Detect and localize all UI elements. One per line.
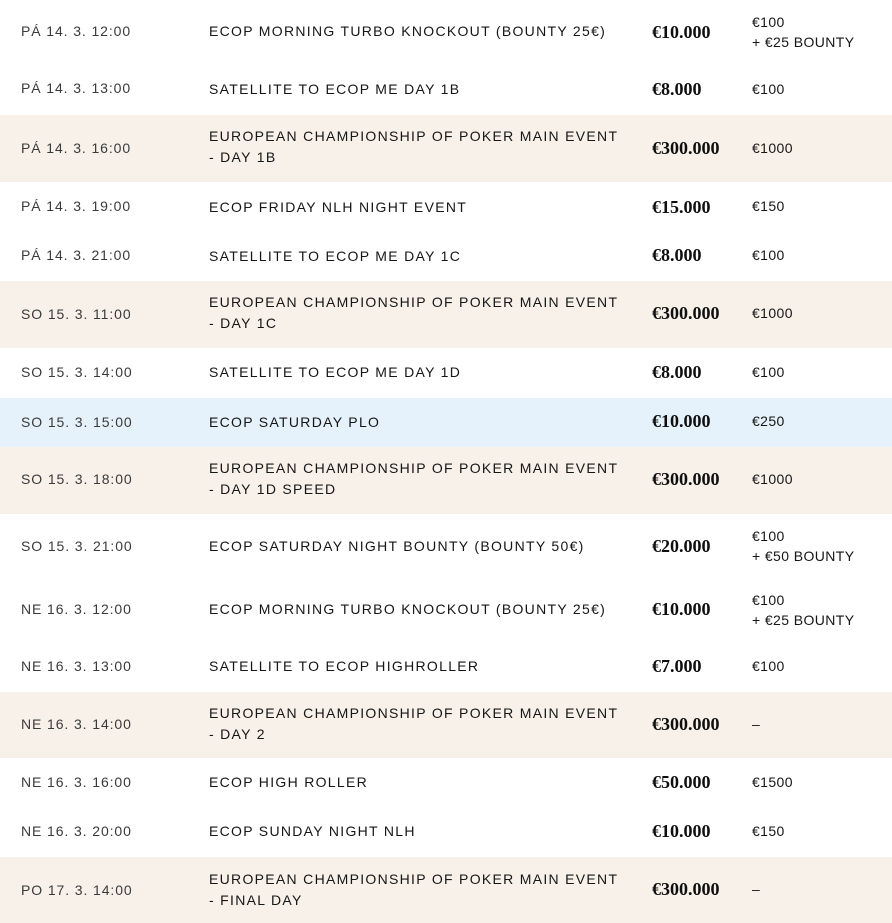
- buyin-bounty: + €25 BOUNTY: [752, 34, 855, 50]
- buyin-amount: €100: [752, 658, 785, 674]
- table-row[interactable]: [0, 64, 892, 115]
- event-buyin: [752, 411, 785, 431]
- event-buyin: [752, 590, 854, 630]
- event-guarantee: €10.000: [652, 411, 711, 431]
- event-date: SO 15. 3. 15:00: [21, 414, 133, 430]
- event-name: SATELLITE TO ECOP ME DAY 1D: [209, 364, 462, 380]
- event-date: PÁ 14. 3. 16:00: [21, 140, 132, 156]
- event-buyin: [752, 12, 854, 52]
- buyin-amount: –: [752, 881, 761, 897]
- event-name: ECOP MORNING TURBO KNOCKOUT (BOUNTY 25€): [209, 23, 607, 39]
- buyin-bounty: + €25 BOUNTY: [752, 612, 855, 628]
- event-guarantee: €8.000: [652, 79, 702, 99]
- event-date: PÁ 14. 3. 12:00: [21, 23, 132, 39]
- event-guarantee: €7.000: [652, 656, 702, 676]
- event-guarantee: €8.000: [652, 362, 702, 382]
- event-buyin: [752, 526, 854, 566]
- event-name: ECOP SATURDAY PLO: [209, 414, 381, 430]
- buyin-amount: €100: [752, 528, 785, 544]
- event-guarantee: €300.000: [652, 303, 720, 323]
- table-row[interactable]: [0, 182, 892, 232]
- event-date: NE 16. 3. 16:00: [21, 774, 132, 790]
- buyin-amount: €1000: [752, 471, 793, 487]
- event-date: SO 15. 3. 21:00: [21, 538, 133, 554]
- event-date: PÁ 14. 3. 21:00: [21, 247, 132, 263]
- event-name: EUROPEAN CHAMPIONSHIP OF POKER MAIN EVENT - FINAL DAY: [209, 871, 619, 908]
- buyin-amount: €150: [752, 198, 785, 214]
- event-guarantee: €10.000: [652, 22, 711, 42]
- event-name: ECOP HIGH ROLLER: [209, 774, 369, 790]
- table-row[interactable]: [0, 0, 892, 64]
- event-guarantee: €300.000: [652, 469, 720, 489]
- buyin-amount: €150: [752, 823, 785, 839]
- table-row[interactable]: [0, 692, 892, 758]
- event-name: SATELLITE TO ECOP ME DAY 1C: [209, 248, 462, 264]
- event-guarantee: €300.000: [652, 138, 720, 158]
- table-row[interactable]: [0, 281, 892, 348]
- event-buyin: [752, 79, 785, 99]
- buyin-amount: €100: [752, 81, 785, 97]
- event-date: NE 16. 3. 14:00: [21, 716, 132, 732]
- event-guarantee: €15.000: [652, 197, 711, 217]
- event-date: SO 15. 3. 11:00: [21, 306, 132, 322]
- table-row[interactable]: [0, 642, 892, 692]
- event-guarantee: €10.000: [652, 821, 711, 841]
- event-name: ECOP MORNING TURBO KNOCKOUT (BOUNTY 25€): [209, 601, 607, 617]
- table-row[interactable]: [0, 232, 892, 281]
- event-name: EUROPEAN CHAMPIONSHIP OF POKER MAIN EVENT - DAY 1C: [209, 294, 619, 331]
- event-date: PÁ 14. 3. 13:00: [21, 80, 132, 96]
- buyin-amount: €1000: [752, 305, 793, 321]
- event-name: EUROPEAN CHAMPIONSHIP OF POKER MAIN EVENT - DAY 1D SPEED: [209, 460, 619, 497]
- event-date: NE 16. 3. 13:00: [21, 658, 132, 674]
- event-buyin: [752, 245, 785, 265]
- event-buyin: [752, 879, 760, 899]
- event-guarantee: €50.000: [652, 772, 711, 792]
- event-name: ECOP SATURDAY NIGHT BOUNTY (BOUNTY 50€): [209, 538, 585, 554]
- buyin-amount: €100: [752, 14, 785, 30]
- event-guarantee: €8.000: [652, 245, 702, 265]
- event-name: SATELLITE TO ECOP HIGHROLLER: [209, 658, 480, 674]
- event-name: EUROPEAN CHAMPIONSHIP OF POKER MAIN EVENT - DAY 2: [209, 705, 619, 742]
- event-date: SO 15. 3. 18:00: [21, 471, 133, 487]
- event-buyin: [752, 772, 793, 792]
- buyin-amount: €1000: [752, 140, 793, 156]
- event-buyin: [752, 714, 760, 734]
- buyin-amount: €100: [752, 247, 785, 263]
- buyin-bounty: + €50 BOUNTY: [752, 548, 855, 564]
- event-date: SO 15. 3. 14:00: [21, 364, 133, 380]
- event-guarantee: €300.000: [652, 879, 720, 899]
- table-row[interactable]: [0, 808, 892, 857]
- event-name: ECOP FRIDAY NLH NIGHT EVENT: [209, 199, 468, 215]
- table-row[interactable]: [0, 514, 892, 579]
- event-guarantee: €300.000: [652, 714, 720, 734]
- event-date: NE 16. 3. 12:00: [21, 601, 132, 617]
- event-buyin: [752, 362, 785, 382]
- event-buyin: [752, 469, 793, 489]
- event-buyin: [752, 303, 793, 323]
- event-buyin: [752, 656, 785, 676]
- buyin-amount: €100: [752, 364, 785, 380]
- event-date: NE 16. 3. 20:00: [21, 823, 132, 839]
- event-buyin: [752, 138, 793, 158]
- table-row[interactable]: [0, 115, 892, 182]
- buyin-amount: €1500: [752, 774, 793, 790]
- event-name: SATELLITE TO ECOP ME DAY 1B: [209, 81, 461, 97]
- buyin-amount: €100: [752, 592, 785, 608]
- buyin-amount: €250: [752, 413, 785, 429]
- event-name: ECOP SUNDAY NIGHT NLH: [209, 823, 416, 839]
- table-row[interactable]: [0, 447, 892, 514]
- table-row[interactable]: [0, 398, 892, 447]
- event-guarantee: €20.000: [652, 536, 711, 556]
- table-row[interactable]: [0, 857, 892, 923]
- event-name: EUROPEAN CHAMPIONSHIP OF POKER MAIN EVENT - DAY 1B: [209, 128, 619, 165]
- event-buyin: [752, 821, 785, 841]
- event-date: PO 17. 3. 14:00: [21, 882, 133, 898]
- table-row[interactable]: [0, 579, 892, 642]
- table-row[interactable]: [0, 348, 892, 398]
- event-date: PÁ 14. 3. 19:00: [21, 198, 132, 214]
- buyin-amount: –: [752, 716, 761, 732]
- table-row[interactable]: [0, 758, 892, 808]
- event-buyin: [752, 196, 785, 216]
- event-guarantee: €10.000: [652, 599, 711, 619]
